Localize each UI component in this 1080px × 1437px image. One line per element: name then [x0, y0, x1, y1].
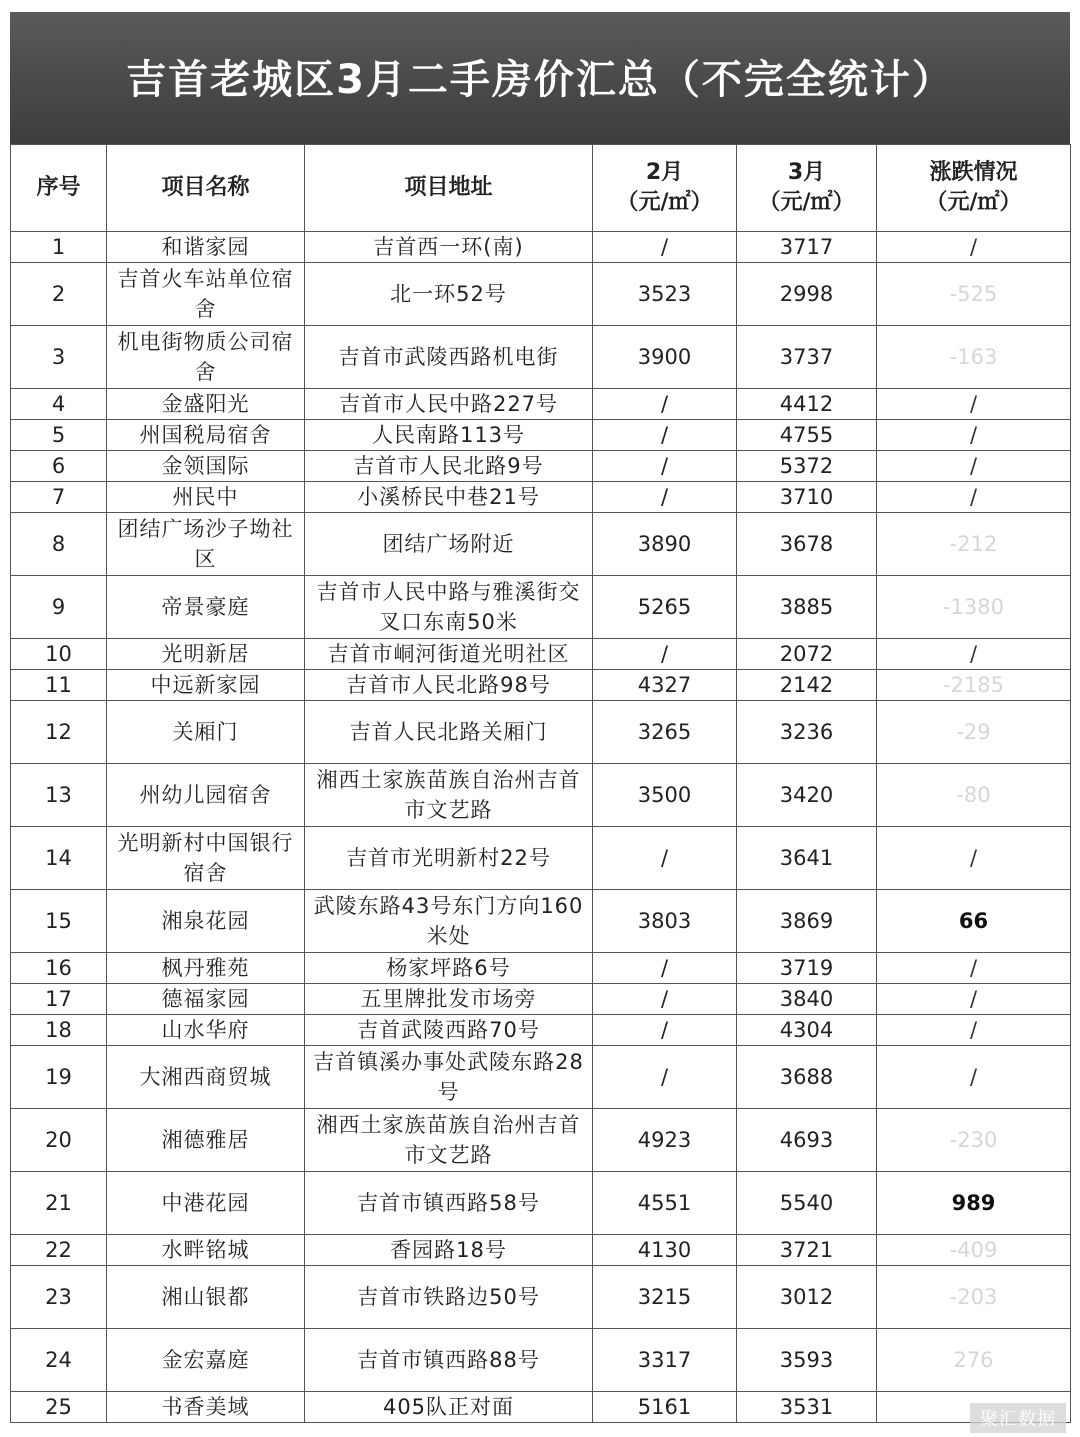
- row-index: 18: [11, 1015, 107, 1046]
- row-address: 吉首市人民北路9号: [305, 451, 593, 482]
- row-mar-price: 4755: [737, 420, 877, 451]
- row-address: 吉首人民北路关厢门: [305, 701, 593, 764]
- row-feb-price: 3523: [593, 263, 737, 326]
- row-name: 和谐家园: [107, 232, 305, 263]
- row-address: 吉首市人民中路227号: [305, 389, 593, 420]
- row-address: 武陵东路43号东门方向160米处: [305, 890, 593, 953]
- row-change: 276: [877, 1329, 1071, 1392]
- row-change: -163: [877, 326, 1071, 389]
- table-row: [11, 232, 1071, 263]
- table-row: [11, 451, 1071, 482]
- row-mar-price: 3593: [737, 1329, 877, 1392]
- header-change: 涨跌情况 （元/㎡）: [877, 145, 1071, 232]
- row-address: 吉首市人民北路98号: [305, 670, 593, 701]
- row-change: 989: [877, 1172, 1071, 1235]
- row-feb-price: 3803: [593, 890, 737, 953]
- row-mar-price: 3885: [737, 576, 877, 639]
- row-feb-price: 4327: [593, 670, 737, 701]
- row-name: 山水华府: [107, 1015, 305, 1046]
- row-change: -212: [877, 513, 1071, 576]
- row-name: 枫丹雅苑: [107, 953, 305, 984]
- row-name: 光明新居: [107, 639, 305, 670]
- row-index: 13: [11, 764, 107, 827]
- table-row: [11, 764, 1071, 827]
- row-mar-price: 4693: [737, 1109, 877, 1172]
- table-row: [11, 984, 1071, 1015]
- row-address: 吉首西一环(南): [305, 232, 593, 263]
- row-mar-price: 3236: [737, 701, 877, 764]
- row-mar-price: 4304: [737, 1015, 877, 1046]
- header-index: 序号: [11, 145, 107, 232]
- row-mar-price: 3717: [737, 232, 877, 263]
- row-change: /: [877, 639, 1071, 670]
- row-change: /: [877, 389, 1071, 420]
- row-index: 19: [11, 1046, 107, 1109]
- row-index: 17: [11, 984, 107, 1015]
- row-address: 北一环52号: [305, 263, 593, 326]
- row-name: 书香美域: [107, 1392, 305, 1423]
- row-change: /: [877, 232, 1071, 263]
- table-row: [11, 263, 1071, 326]
- row-name: 关厢门: [107, 701, 305, 764]
- row-mar-price: 3678: [737, 513, 877, 576]
- row-feb-price: 4923: [593, 1109, 737, 1172]
- row-index: 24: [11, 1329, 107, 1392]
- row-feb-price: 3215: [593, 1266, 737, 1329]
- row-address: 杨家坪路6号: [305, 953, 593, 984]
- row-mar-price: 3737: [737, 326, 877, 389]
- row-change: -29: [877, 701, 1071, 764]
- row-mar-price: 3719: [737, 953, 877, 984]
- row-name: 州幼儿园宿舍: [107, 764, 305, 827]
- price-table: [10, 144, 1071, 1423]
- row-mar-price: 3721: [737, 1235, 877, 1266]
- row-feb-price: 5265: [593, 576, 737, 639]
- row-feb-price: 3500: [593, 764, 737, 827]
- row-mar-price: 3688: [737, 1046, 877, 1109]
- row-feb-price: /: [593, 984, 737, 1015]
- table-row: [11, 1046, 1071, 1109]
- row-name: 大湘西商贸城: [107, 1046, 305, 1109]
- row-address: 吉首镇溪办事处武陵东路28号: [305, 1046, 593, 1109]
- table-row: [11, 1109, 1071, 1172]
- row-feb-price: /: [593, 639, 737, 670]
- row-name: 机电街物质公司宿舍: [107, 326, 305, 389]
- row-feb-price: 3890: [593, 513, 737, 576]
- row-feb-price: 3317: [593, 1329, 737, 1392]
- table-row: [11, 482, 1071, 513]
- row-change: -203: [877, 1266, 1071, 1329]
- row-name: 水畔铭城: [107, 1235, 305, 1266]
- row-index: 20: [11, 1109, 107, 1172]
- table-row: [11, 1172, 1071, 1235]
- header-address: 项目地址: [305, 145, 593, 232]
- row-address: 吉首市光明新村22号: [305, 827, 593, 890]
- row-name: 中港花园: [107, 1172, 305, 1235]
- row-address: 吉首武陵西路70号: [305, 1015, 593, 1046]
- row-mar-price: 3641: [737, 827, 877, 890]
- row-change: /: [877, 953, 1071, 984]
- row-index: 11: [11, 670, 107, 701]
- row-index: 22: [11, 1235, 107, 1266]
- row-address: 团结广场附近: [305, 513, 593, 576]
- row-address: 小溪桥民中巷21号: [305, 482, 593, 513]
- row-index: 23: [11, 1266, 107, 1329]
- row-name: 湘泉花园: [107, 890, 305, 953]
- row-change: -2185: [877, 670, 1071, 701]
- row-change: /: [877, 1015, 1071, 1046]
- table-row: [11, 1235, 1071, 1266]
- row-change: -1380: [877, 576, 1071, 639]
- row-feb-price: /: [593, 420, 737, 451]
- row-name: 帝景豪庭: [107, 576, 305, 639]
- row-name: 中远新家园: [107, 670, 305, 701]
- title-banner: [10, 12, 1070, 144]
- row-address: 吉首市人民中路与雅溪街交叉口东南50米: [305, 576, 593, 639]
- row-mar-price: 5372: [737, 451, 877, 482]
- row-address: 五里牌批发市场旁: [305, 984, 593, 1015]
- row-index: 3: [11, 326, 107, 389]
- row-mar-price: 3531: [737, 1392, 877, 1423]
- header-feb: 2月 （元/㎡）: [593, 145, 737, 232]
- row-feb-price: 4130: [593, 1235, 737, 1266]
- row-address: 405队正对面: [305, 1392, 593, 1423]
- table-row: [11, 513, 1071, 576]
- row-index: 10: [11, 639, 107, 670]
- row-index: 25: [11, 1392, 107, 1423]
- row-mar-price: 3710: [737, 482, 877, 513]
- row-feb-price: 3900: [593, 326, 737, 389]
- row-address: 吉首市镇西路88号: [305, 1329, 593, 1392]
- table-row: [11, 639, 1071, 670]
- row-mar-price: 3012: [737, 1266, 877, 1329]
- row-name: 州国税局宿舍: [107, 420, 305, 451]
- row-name: 州民中: [107, 482, 305, 513]
- row-mar-price: 2998: [737, 263, 877, 326]
- row-index: 12: [11, 701, 107, 764]
- row-change: /: [877, 451, 1071, 482]
- row-feb-price: /: [593, 482, 737, 513]
- row-change: /: [877, 1046, 1071, 1109]
- row-name: 金领国际: [107, 451, 305, 482]
- row-index: 1: [11, 232, 107, 263]
- row-change: /: [877, 984, 1071, 1015]
- row-feb-price: /: [593, 1015, 737, 1046]
- row-name: 湘德雅居: [107, 1109, 305, 1172]
- row-index: 14: [11, 827, 107, 890]
- row-index: 4: [11, 389, 107, 420]
- row-address: 吉首市峒河街道光明社区: [305, 639, 593, 670]
- row-feb-price: /: [593, 451, 737, 482]
- table-body: [11, 232, 1071, 1423]
- row-mar-price: 3420: [737, 764, 877, 827]
- row-address: 湘西土家族苗族自治州吉首市文艺路: [305, 764, 593, 827]
- row-index: 9: [11, 576, 107, 639]
- row-index: 8: [11, 513, 107, 576]
- row-name: 德福家园: [107, 984, 305, 1015]
- table-row: [11, 420, 1071, 451]
- watermark: 聚汇数据: [970, 1403, 1066, 1433]
- row-name: 金盛阳光: [107, 389, 305, 420]
- row-index: 6: [11, 451, 107, 482]
- row-name: 团结广场沙子坳社区: [107, 513, 305, 576]
- row-feb-price: /: [593, 827, 737, 890]
- row-address: 人民南路113号: [305, 420, 593, 451]
- row-feb-price: 3265: [593, 701, 737, 764]
- table-row: [11, 576, 1071, 639]
- row-change: -409: [877, 1235, 1071, 1266]
- row-address: 吉首市镇西路58号: [305, 1172, 593, 1235]
- row-feb-price: 5161: [593, 1392, 737, 1423]
- table-row: [11, 890, 1071, 953]
- table-row: [11, 1329, 1071, 1392]
- row-index: 2: [11, 263, 107, 326]
- table-row: [11, 701, 1071, 764]
- row-name: 金宏嘉庭: [107, 1329, 305, 1392]
- row-address: 香园路18号: [305, 1235, 593, 1266]
- row-name: 吉首火车站单位宿舍: [107, 263, 305, 326]
- row-name: 光明新村中国银行宿舍: [107, 827, 305, 890]
- row-mar-price: 2072: [737, 639, 877, 670]
- row-index: 16: [11, 953, 107, 984]
- table-row: [11, 670, 1071, 701]
- header-name: 项目名称: [107, 145, 305, 232]
- row-index: 5: [11, 420, 107, 451]
- row-change: -230: [877, 1109, 1071, 1172]
- table-row: [11, 1266, 1071, 1329]
- row-mar-price: 3840: [737, 984, 877, 1015]
- page-title: 吉首老城区3月二手房价汇总（不完全统计）: [126, 56, 954, 103]
- table-row: [11, 827, 1071, 890]
- row-change: /: [877, 420, 1071, 451]
- row-index: 21: [11, 1172, 107, 1235]
- header-row: [11, 145, 1071, 232]
- row-mar-price: 3869: [737, 890, 877, 953]
- row-mar-price: 4412: [737, 389, 877, 420]
- row-address: 吉首市武陵西路机电街: [305, 326, 593, 389]
- row-change: -80: [877, 764, 1071, 827]
- table-row: [11, 1015, 1071, 1046]
- row-feb-price: /: [593, 1046, 737, 1109]
- row-mar-price: 5540: [737, 1172, 877, 1235]
- row-feb-price: /: [593, 953, 737, 984]
- row-address: 吉首市铁路边50号: [305, 1266, 593, 1329]
- row-feb-price: 4551: [593, 1172, 737, 1235]
- row-address: 湘西土家族苗族自治州吉首市文艺路: [305, 1109, 593, 1172]
- table-row: [11, 1392, 1071, 1423]
- row-index: 15: [11, 890, 107, 953]
- table-row: [11, 389, 1071, 420]
- table-row: [11, 953, 1071, 984]
- row-name: 湘山银都: [107, 1266, 305, 1329]
- row-index: 7: [11, 482, 107, 513]
- row-change: /: [877, 827, 1071, 890]
- row-change: -525: [877, 263, 1071, 326]
- header-mar: 3月 （元/㎡）: [737, 145, 877, 232]
- row-change: /: [877, 482, 1071, 513]
- table-row: [11, 326, 1071, 389]
- row-feb-price: /: [593, 389, 737, 420]
- row-mar-price: 2142: [737, 670, 877, 701]
- row-feb-price: /: [593, 232, 737, 263]
- row-change: 66: [877, 890, 1071, 953]
